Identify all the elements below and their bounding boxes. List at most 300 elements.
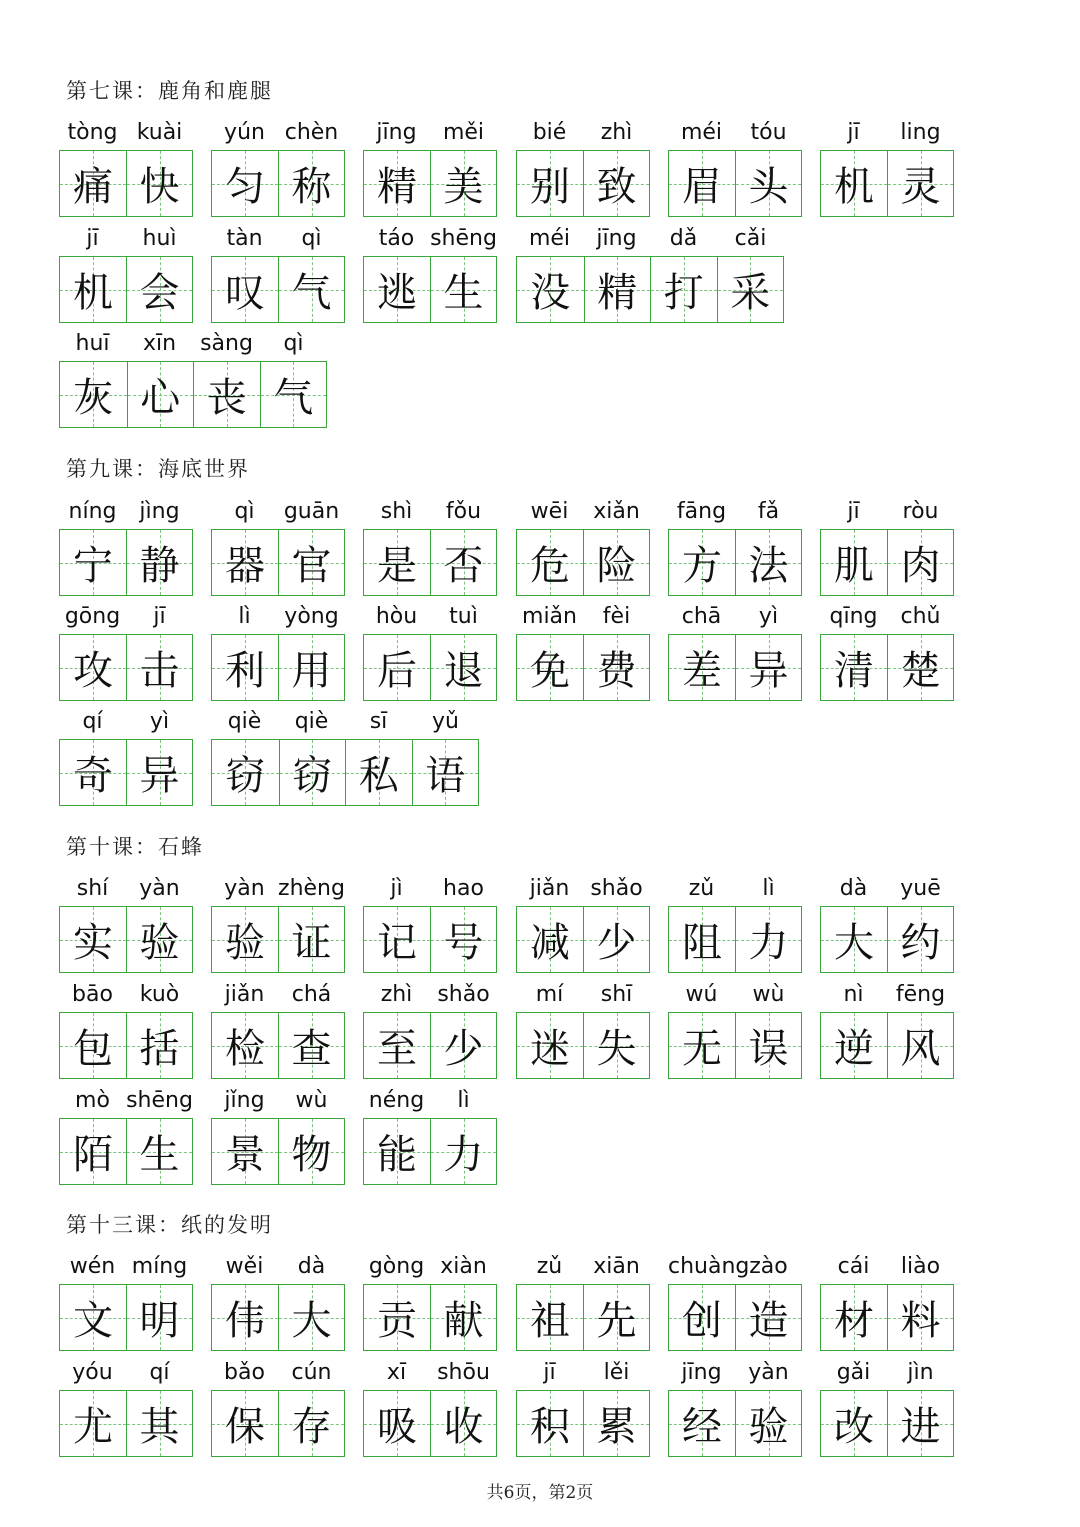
hanzi-character: 灵 [900, 164, 941, 210]
character-cell [412, 740, 479, 805]
pinyin-label: fǒu [445, 499, 482, 524]
pinyin-label: zhì [380, 982, 413, 1007]
hanzi-character: 气 [291, 270, 332, 316]
hanzi-character: 否 [443, 543, 484, 589]
hanzi-character: 利 [225, 648, 265, 694]
pinyin-label: qí [149, 1360, 170, 1385]
character-cell [212, 257, 278, 322]
vocab-word [59, 709, 193, 814]
hanzi-character: 创 [682, 1298, 722, 1344]
pinyin-label: níng [68, 499, 117, 524]
vocab-word [59, 982, 193, 1087]
vocab-word [516, 120, 650, 225]
hanzi-character: 异 [139, 753, 180, 799]
pinyin-label: chá [291, 982, 332, 1007]
tianzige-grid [516, 1390, 650, 1457]
pinyin-label: qiè [227, 709, 262, 734]
pinyin-label: shí [76, 876, 109, 901]
tianzige-grid [363, 1118, 497, 1185]
pinyin-label: dǎ [669, 226, 698, 251]
hanzi-character: 丧 [206, 375, 247, 421]
tianzige-grid [668, 1284, 802, 1351]
character-cell [212, 635, 278, 700]
hanzi-character: 奇 [73, 753, 113, 799]
hanzi-character: 包 [73, 1026, 113, 1072]
vocab-word [516, 226, 784, 331]
hanzi-character: 误 [748, 1026, 789, 1072]
pinyin-label: yàn [224, 876, 265, 901]
pinyin-label: sàng [200, 331, 253, 356]
tianzige-grid [820, 1012, 954, 1079]
pinyin-label: jì [390, 876, 403, 901]
hanzi-character: 匀 [225, 164, 265, 210]
pinyin-label: cái [837, 1254, 870, 1279]
character-cell [60, 151, 126, 216]
character-cell [583, 151, 649, 216]
character-cell [821, 151, 887, 216]
character-cell [517, 257, 584, 322]
pinyin-label: sī [369, 709, 388, 734]
hanzi-character: 伟 [225, 1298, 265, 1344]
pinyin-label: cǎi [734, 226, 767, 251]
pinyin-label: yún [224, 120, 265, 145]
pinyin-label: néng [368, 1088, 425, 1113]
vocab-word [211, 1088, 345, 1193]
vocab-word [211, 1254, 345, 1359]
hanzi-character: 美 [443, 164, 484, 210]
vocab-word [211, 1360, 345, 1465]
hanzi-character: 心 [140, 375, 181, 421]
tianzige-grid [820, 150, 954, 217]
character-cell [735, 151, 801, 216]
hanzi-character: 危 [530, 543, 570, 589]
character-cell [584, 257, 651, 322]
character-cell [887, 530, 953, 595]
character-cell [364, 1013, 430, 1078]
vocab-word [668, 876, 802, 981]
tianzige-grid [516, 634, 650, 701]
hanzi-character: 逃 [377, 270, 417, 316]
character-cell [887, 1013, 953, 1078]
hanzi-character: 攻 [73, 648, 113, 694]
hanzi-character: 肌 [834, 543, 874, 589]
tianzige-grid [59, 361, 327, 428]
tianzige-grid [363, 1284, 497, 1351]
character-cell [212, 907, 278, 972]
character-cell [583, 1285, 649, 1350]
vocab-word [211, 982, 345, 1087]
hanzi-character: 减 [530, 920, 570, 966]
vocab-word [363, 604, 497, 709]
character-cell [260, 362, 327, 427]
hanzi-character: 头 [748, 164, 789, 210]
tianzige-grid [668, 150, 802, 217]
hanzi-character: 改 [834, 1404, 874, 1450]
character-cell [60, 1013, 126, 1078]
character-cell [430, 1285, 496, 1350]
vocab-word [59, 1088, 193, 1193]
character-cell [430, 257, 496, 322]
pinyin-label: qí [82, 709, 103, 734]
character-cell [60, 362, 127, 427]
pinyin-label: bié [532, 120, 567, 145]
hanzi-character: 保 [225, 1404, 265, 1450]
vocab-word [820, 1360, 954, 1465]
hanzi-character: 大 [291, 1298, 332, 1344]
character-cell [126, 740, 192, 805]
tianzige-grid [668, 1012, 802, 1079]
hanzi-character: 经 [682, 1404, 722, 1450]
hanzi-character: 检 [225, 1026, 265, 1072]
pinyin-label: xiǎn [593, 499, 640, 524]
tianzige-grid [363, 1012, 497, 1079]
tianzige-grid [516, 256, 784, 323]
hanzi-character: 痛 [73, 164, 113, 210]
vocab-word [59, 331, 327, 436]
character-cell [735, 530, 801, 595]
vocab-word [211, 120, 345, 225]
pinyin-label: méi [680, 120, 723, 145]
tianzige-grid [363, 906, 497, 973]
tianzige-grid [59, 739, 193, 806]
hanzi-character: 退 [443, 648, 484, 694]
character-cell [278, 1013, 344, 1078]
tianzige-grid [211, 1284, 345, 1351]
character-cell [887, 1391, 953, 1456]
pinyin-label: yòng [284, 604, 339, 629]
tianzige-grid [363, 256, 497, 323]
hanzi-character: 机 [73, 270, 113, 316]
vocab-word [516, 1254, 650, 1359]
character-cell [127, 362, 194, 427]
character-cell [60, 740, 126, 805]
lesson-title: 第十三课：纸的发明 [66, 1213, 273, 1237]
vocab-word [820, 982, 954, 1087]
hanzi-character: 力 [443, 1132, 484, 1178]
vocab-word [59, 499, 193, 604]
hanzi-character: 记 [377, 920, 417, 966]
pinyin-label: shì [380, 499, 413, 524]
hanzi-character: 气 [273, 375, 314, 421]
vocab-word [211, 226, 345, 331]
character-cell [278, 1285, 344, 1350]
hanzi-character: 方 [682, 543, 722, 589]
pinyin-label: guān [283, 499, 340, 524]
tianzige-grid [59, 634, 193, 701]
character-cell [364, 530, 430, 595]
character-cell [669, 1013, 735, 1078]
vocab-word [668, 1360, 802, 1465]
tianzige-grid [211, 739, 479, 806]
pinyin-label: wēi [530, 499, 569, 524]
pinyin-label: gǎi [836, 1360, 871, 1385]
pinyin-label: shī [600, 982, 633, 1007]
character-cell [887, 1285, 953, 1350]
pinyin-label: jī [847, 120, 860, 145]
pinyin-label: táo [378, 226, 415, 251]
character-cell [735, 635, 801, 700]
character-cell [821, 1013, 887, 1078]
hanzi-character: 力 [748, 920, 789, 966]
hanzi-character: 是 [377, 543, 417, 589]
pinyin-label: yuē [900, 876, 941, 901]
character-cell [583, 1013, 649, 1078]
hanzi-character: 眉 [682, 164, 722, 210]
character-cell [212, 1013, 278, 1078]
vocab-word [363, 226, 497, 331]
pinyin-label: huī [75, 331, 110, 356]
hanzi-character: 静 [139, 543, 180, 589]
pinyin-label: tuì [449, 604, 478, 629]
character-cell [669, 151, 735, 216]
tianzige-grid [59, 1390, 193, 1457]
character-cell [430, 151, 496, 216]
tianzige-grid [820, 634, 954, 701]
pinyin-label: shǎo [437, 982, 490, 1007]
character-cell [212, 530, 278, 595]
character-cell [193, 362, 260, 427]
hanzi-character: 累 [596, 1404, 637, 1450]
pinyin-label: tòng [67, 120, 118, 145]
character-cell [583, 530, 649, 595]
vocab-word [59, 226, 193, 331]
hanzi-character: 括 [139, 1026, 180, 1072]
pinyin-label: qì [234, 499, 255, 524]
character-cell [430, 1013, 496, 1078]
character-cell [517, 1391, 583, 1456]
vocab-word [59, 1360, 193, 1465]
character-cell [669, 635, 735, 700]
hanzi-character: 献 [443, 1298, 484, 1344]
character-cell [60, 1285, 126, 1350]
hanzi-character: 收 [443, 1404, 484, 1450]
pinyin-label: míng [131, 1254, 188, 1279]
hanzi-character: 至 [377, 1026, 417, 1072]
pinyin-label: zào [749, 1254, 788, 1279]
pinyin-label: jiǎn [224, 982, 265, 1007]
pinyin-label: cún [291, 1360, 332, 1385]
character-cell [650, 257, 717, 322]
hanzi-character: 景 [225, 1132, 265, 1178]
hanzi-character: 验 [139, 920, 180, 966]
pinyin-label: wù [295, 1088, 328, 1113]
tianzige-grid [363, 529, 497, 596]
pinyin-label: méi [528, 226, 571, 251]
pinyin-label: jìng [139, 499, 180, 524]
hanzi-character: 官 [291, 543, 332, 589]
pinyin-label: měi [442, 120, 485, 145]
character-cell [821, 1285, 887, 1350]
character-cell [364, 257, 430, 322]
character-cell [430, 1119, 496, 1184]
character-cell [669, 1391, 735, 1456]
character-cell [669, 530, 735, 595]
vocab-word [668, 499, 802, 604]
character-cell [517, 1285, 583, 1350]
hanzi-character: 精 [377, 164, 417, 210]
pinyin-label: tóu [750, 120, 787, 145]
tianzige-grid [668, 529, 802, 596]
pinyin-label: yàn [748, 1360, 789, 1385]
pinyin-label: kuài [136, 120, 183, 145]
hanzi-character: 验 [225, 920, 265, 966]
pinyin-label: yì [758, 604, 779, 629]
hanzi-character: 私 [358, 753, 399, 799]
vocab-word [59, 1254, 193, 1359]
character-cell [278, 1391, 344, 1456]
pinyin-label: qì [301, 226, 322, 251]
pinyin-label: qīng [829, 604, 878, 629]
hanzi-character: 阻 [682, 920, 722, 966]
pinyin-label: jǐng [224, 1088, 265, 1113]
pinyin-label: gōng [64, 604, 121, 629]
tianzige-grid [211, 150, 345, 217]
vocab-word [820, 876, 954, 981]
vocab-word [363, 982, 497, 1087]
pinyin-label: jiǎn [529, 876, 570, 901]
tianzige-grid [363, 1390, 497, 1457]
pinyin-label: xiàn [440, 1254, 487, 1279]
hanzi-character: 窃 [292, 753, 333, 799]
character-cell [821, 635, 887, 700]
character-cell [430, 907, 496, 972]
vocab-word [363, 876, 497, 981]
vocab-word [59, 120, 193, 225]
tianzige-grid [211, 906, 345, 973]
hanzi-character: 免 [530, 648, 570, 694]
character-cell [212, 740, 279, 805]
pinyin-label: liào [900, 1254, 941, 1279]
tianzige-grid [59, 150, 193, 217]
hanzi-character: 造 [748, 1298, 789, 1344]
tianzige-grid [363, 634, 497, 701]
pinyin-label: chā [681, 604, 722, 629]
character-cell [126, 635, 192, 700]
tianzige-grid [516, 906, 650, 973]
pinyin-label: tàn [226, 226, 263, 251]
vocab-word [516, 982, 650, 1087]
hanzi-character: 明 [139, 1298, 180, 1344]
character-cell [364, 907, 430, 972]
character-cell [821, 530, 887, 595]
pinyin-label: jī [86, 226, 99, 251]
pinyin-label: fāng [676, 499, 727, 524]
character-cell [583, 907, 649, 972]
tianzige-grid [820, 906, 954, 973]
pinyin-label: fèi [602, 604, 631, 629]
character-cell [126, 1119, 192, 1184]
character-cell [279, 740, 346, 805]
hanzi-character: 约 [900, 920, 941, 966]
hanzi-character: 异 [748, 648, 789, 694]
hanzi-character: 采 [730, 270, 771, 316]
character-cell [126, 530, 192, 595]
pinyin-label: yóu [72, 1360, 113, 1385]
pinyin-label: xīn [142, 331, 177, 356]
character-cell [669, 907, 735, 972]
character-cell [583, 635, 649, 700]
vocab-word [668, 604, 802, 709]
character-cell [278, 257, 344, 322]
character-cell [364, 1285, 430, 1350]
hanzi-character: 其 [139, 1404, 180, 1450]
pinyin-label: lì [238, 604, 251, 629]
character-cell [60, 1391, 126, 1456]
lesson-title: 第十课：石蜂 [66, 835, 204, 859]
character-cell [430, 530, 496, 595]
tianzige-grid [211, 529, 345, 596]
pinyin-label: wěi [225, 1254, 264, 1279]
character-cell [887, 907, 953, 972]
character-cell [212, 1285, 278, 1350]
pinyin-label: jīng [681, 1360, 722, 1385]
tianzige-grid [211, 1390, 345, 1457]
character-cell [430, 635, 496, 700]
pinyin-label: shōu [437, 1360, 490, 1385]
character-cell [430, 1391, 496, 1456]
hanzi-character: 积 [530, 1404, 570, 1450]
hanzi-character: 会 [139, 270, 180, 316]
pinyin-label: jī [543, 1360, 556, 1385]
tianzige-grid [211, 256, 345, 323]
pinyin-label: huì [142, 226, 177, 251]
character-cell [212, 151, 278, 216]
hanzi-character: 楚 [900, 648, 941, 694]
vocab-word [668, 982, 802, 1087]
pinyin-label: jī [153, 604, 166, 629]
tianzige-grid [668, 634, 802, 701]
hanzi-character: 尤 [73, 1404, 113, 1450]
hanzi-character: 少 [443, 1026, 484, 1072]
hanzi-character: 祖 [530, 1298, 570, 1344]
vocab-word [668, 1254, 802, 1359]
tianzige-grid [668, 906, 802, 973]
pinyin-label: xiān [593, 1254, 640, 1279]
character-cell [278, 635, 344, 700]
vocab-word [820, 120, 954, 225]
vocab-word [59, 876, 193, 981]
pinyin-label: jī [847, 499, 860, 524]
vocab-word [211, 709, 479, 814]
hanzi-character: 精 [597, 270, 638, 316]
tianzige-grid [820, 529, 954, 596]
hanzi-character: 物 [291, 1132, 332, 1178]
hanzi-character: 别 [530, 164, 570, 210]
character-cell [364, 1119, 430, 1184]
hanzi-character: 迷 [530, 1026, 570, 1072]
hanzi-character: 陌 [73, 1132, 113, 1178]
pinyin-label: lì [762, 876, 775, 901]
pinyin-label: hao [443, 876, 484, 901]
character-cell [126, 151, 192, 216]
hanzi-character: 打 [663, 270, 704, 316]
pinyin-label: qiè [294, 709, 329, 734]
character-cell [212, 1119, 278, 1184]
hanzi-character: 清 [834, 648, 874, 694]
tianzige-grid [211, 1118, 345, 1185]
character-cell [669, 1285, 735, 1350]
tianzige-grid [59, 529, 193, 596]
tianzige-grid [820, 1390, 954, 1457]
hanzi-character: 吸 [377, 1404, 417, 1450]
tianzige-grid [59, 906, 193, 973]
hanzi-character: 查 [291, 1026, 332, 1072]
character-cell [517, 635, 583, 700]
vocab-word [211, 604, 345, 709]
pinyin-label: ròu [902, 499, 939, 524]
character-cell [60, 635, 126, 700]
vocab-word [211, 876, 345, 981]
